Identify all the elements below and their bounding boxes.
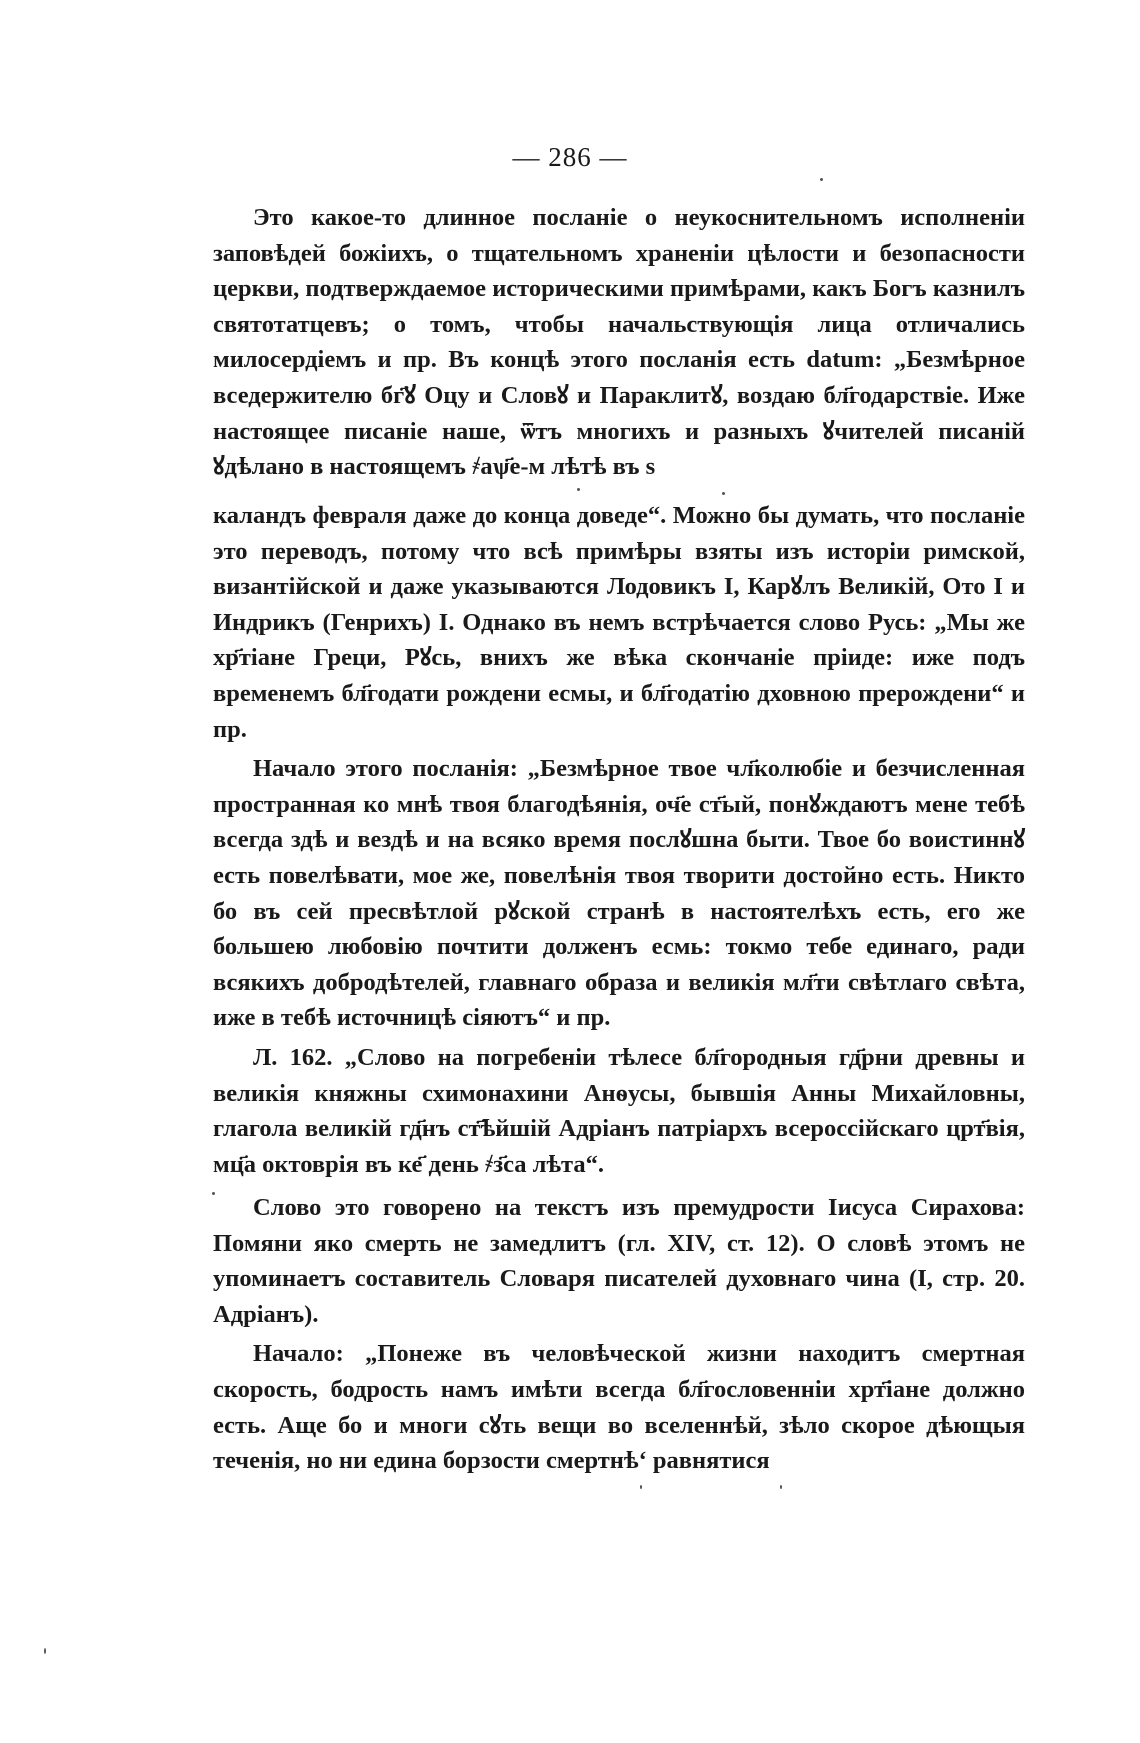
scan-speck xyxy=(780,1485,782,1489)
text-block-bottom xyxy=(213,1190,1025,1479)
paragraph: Начало этого посланія: „Безмѣрное твое чл҃колюбіе и безчисленная пространная ко мнѣ твоя благодѣянія, оч҃е ст҃ый, понꙋждаютъ мене тебѣ всегда здѣ и вездѣ и на всяко время послꙋшна быти. Твое бо воистиннꙋ есть повелѣвати, мое же, повелѣнія твоя творити достойно есть. Никто бо въ сей пресвѣтлой рꙋской странѣ в настоятелѣхъ есть, его же большею любовію почтити долженъ есмь: токмо тебе единаго, ради всякихъ добродѣтелей, главнаго образа и великія мл҃ти свѣтлаго свѣта, иже в тебѣ источницѣ сіяютъ“ и пр. xyxy=(213,755,1025,1032)
scan-speck xyxy=(577,488,580,491)
paragraph: Слово это говорено на текстъ изъ премудрости Іисуса Сираховa: Помяни яко смерть не замедлитъ (гл. XIV, ст. 12). О словѣ этомъ не упоминаетъ составитель Словаря писателей духовнаго чина (I, стр. 20. Адріанъ). xyxy=(213,1194,1025,1328)
scan-speck xyxy=(820,178,823,181)
scan-speck xyxy=(44,1648,46,1654)
scan-speck xyxy=(212,1192,215,1195)
scan-speck xyxy=(640,1485,642,1489)
paragraph: Это какое-то длинное посланіе о неукоснительномъ исполненіи заповѣдей божіихъ, о тщательномъ храненіи цѣлости и безопасности церкви, подтверждаемое историческими примѣрами, какъ Богъ казнилъ святотатцевъ; о томъ, чтобы начальствующія лица отличались милосердіемъ и пр. Въ концѣ этого посланія есть datum: „Безмѣрное вседержителю бг҃ꙋ Оцу и Словꙋ и Параклитꙋ, воздаю бл҃годарствіе. Иже настоящее писаніе наше, ѿтъ многихъ и разныхъ ꙋчителей писаній ꙋдѣлано в настоящемъ ҂аѱ҃е-м лѣтѣ въ ѕ xyxy=(213,204,1025,481)
scan-speck xyxy=(722,492,725,495)
text-block-top xyxy=(213,200,1025,485)
paragraph: Л. 162. „Слово на погребеніи тѣлесе бл҃городныя гд҃рни древны и великія княжны схимонахини Анѳусы, бывшія Анны Михайловны, глагола великій гд҃нъ ст҃ѣйшій Адріанъ патріархъ всероссійскаго црт҃вія, мц҃а октоврія въ ке҃ день ҂з҃са лѣта“. xyxy=(213,1043,1025,1178)
text-block-middle xyxy=(213,498,1025,1182)
paragraph: Начало: „Понеже въ человѣческой жизни находитъ смертная скорость, бодрость намъ имѣти всегда бл҃гословенніи хрт҃іане должно есть. Аще бо и многи сꙋть вещи во вселеннѣй, зѣло скорое дѣющыя теченія, но ни едина борзости смертнѣ‘ равнятися xyxy=(213,1340,1025,1475)
page-number: — 286 — xyxy=(512,142,628,172)
paragraph: каландъ февраля даже до конца доведе“. Можно бы думать, что посланіе это переводъ, потому что всѣ примѣры взяты изъ исторіи римской, византійской и даже указываются Лодовикъ I, Карꙋлъ Великій, Ото I и Индрикъ (Генрихъ) I. Однако въ немъ встрѣчается слово Русь: „Мы же хр҃тіане Греци, Рꙋсь, вниxъ же вѣка скончаніе пріиде: иже подъ временемъ бл҃годати рождени есмы, и бл҃годатію дховною прерождени“ и пр. xyxy=(213,502,1025,743)
